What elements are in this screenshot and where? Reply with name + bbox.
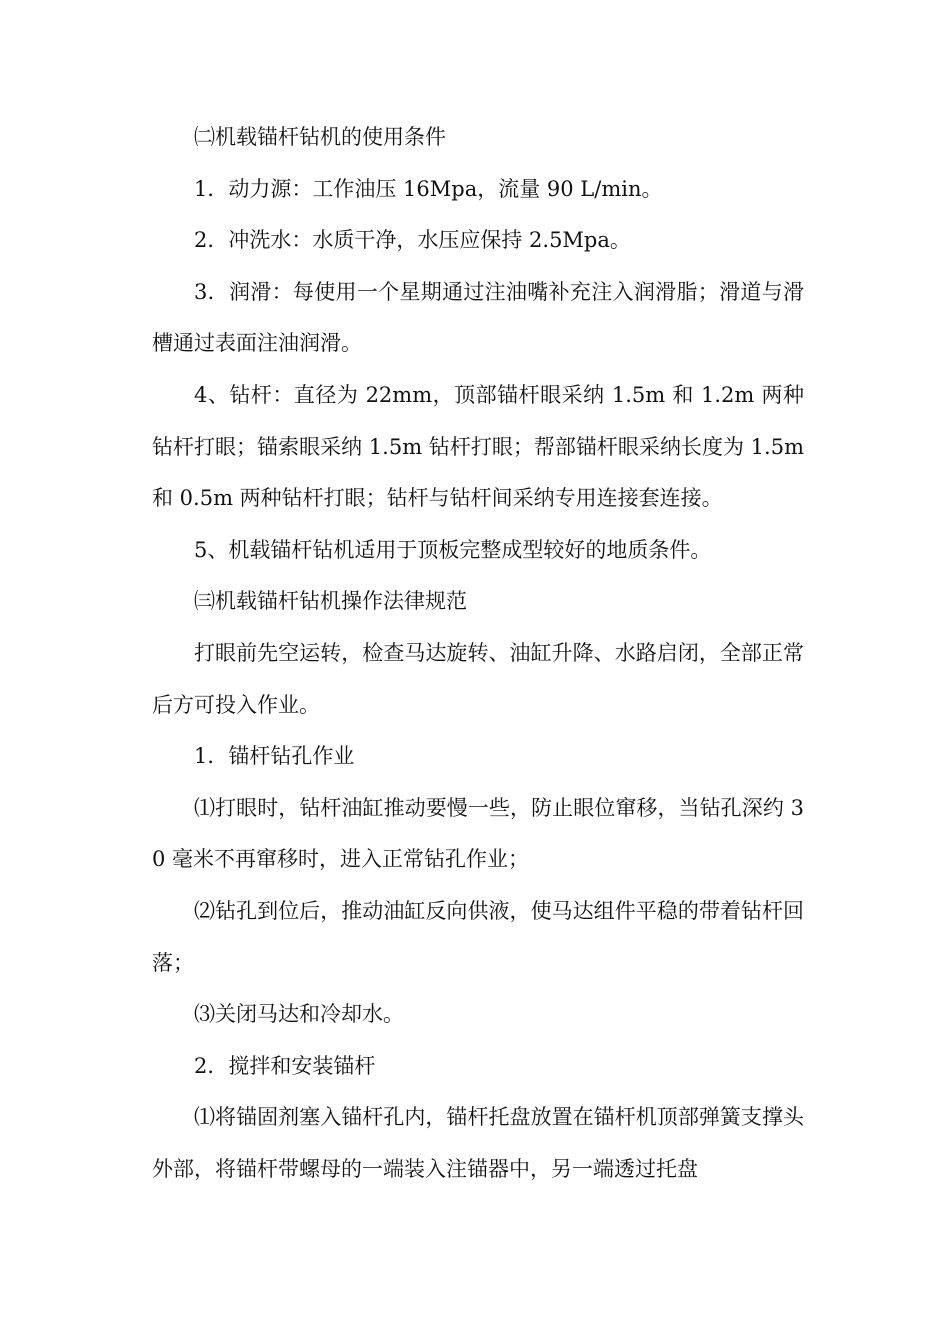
- list-item-drilling-3: ⑶关闭马达和冷却水。: [194, 1002, 404, 1027]
- paragraph-drill-rod: 4、钻杆：直径为 22mm，顶部锚杆眼采纳 1.5m 和 1.2m 两种钻杆打眼；锚索眼采纳 1.5m 钻杆打眼；帮部锚杆眼采纳长度为 1.5m 和 0.5m 两种钻杆打眼；钻杆与钻杆间采纳专用连接套连接。: [152, 382, 804, 511]
- paragraph-pre-check: 打眼前先空运转，检查马达旋转、油缸升降、水路启闭，全部正常后方可投入作业。: [152, 640, 804, 717]
- section-heading-usage-conditions: ㈡机载锚杆钻机的使用条件: [194, 125, 446, 149]
- document-body: [152, 112, 804, 1195]
- list-item-install-1: ⑴将锚固剂塞入锚杆孔内，锚杆托盘放置在锚杆机顶部弹簧支撑头外部，将锚杆带螺母的一端装入注锚器中，另一端透过托盘: [152, 1105, 804, 1181]
- section-heading-operation-rules: ㈢机载锚杆钻机操作法律规范: [194, 589, 467, 614]
- list-item-drilling-1: ⑴打眼时，钻杆油缸推动要慢一些，防止眼位窜移，当钻孔深约 30 毫米不再窜移时，进入正常钻孔作业；: [152, 795, 804, 872]
- paragraph-geology: 5、机载锚杆钻机适用于顶板完整成型较好的地质条件。: [194, 537, 712, 562]
- list-item-drilling-2: ⑵钻孔到位后，推动油缸反向供液，使马达组件平稳的带着钻杆回落；: [152, 898, 804, 975]
- subheading-drilling: 1．锚杆钻孔作业: [194, 744, 355, 769]
- paragraph-lubrication: 3．润滑：每使用一个星期通过注油嘴补充注入润滑脂；滑道与滑槽通过表面注油润滑。: [152, 279, 804, 356]
- subheading-mixing-install: 2．搅拌和安装锚杆: [194, 1053, 376, 1078]
- paragraph-power-source: 1．动力源：工作油压 16Mpa，流量 90 L/min。: [194, 176, 663, 201]
- paragraph-flushing-water: 2．冲洗水：水质干净，水压应保持 2.5Mpa。: [194, 228, 631, 253]
